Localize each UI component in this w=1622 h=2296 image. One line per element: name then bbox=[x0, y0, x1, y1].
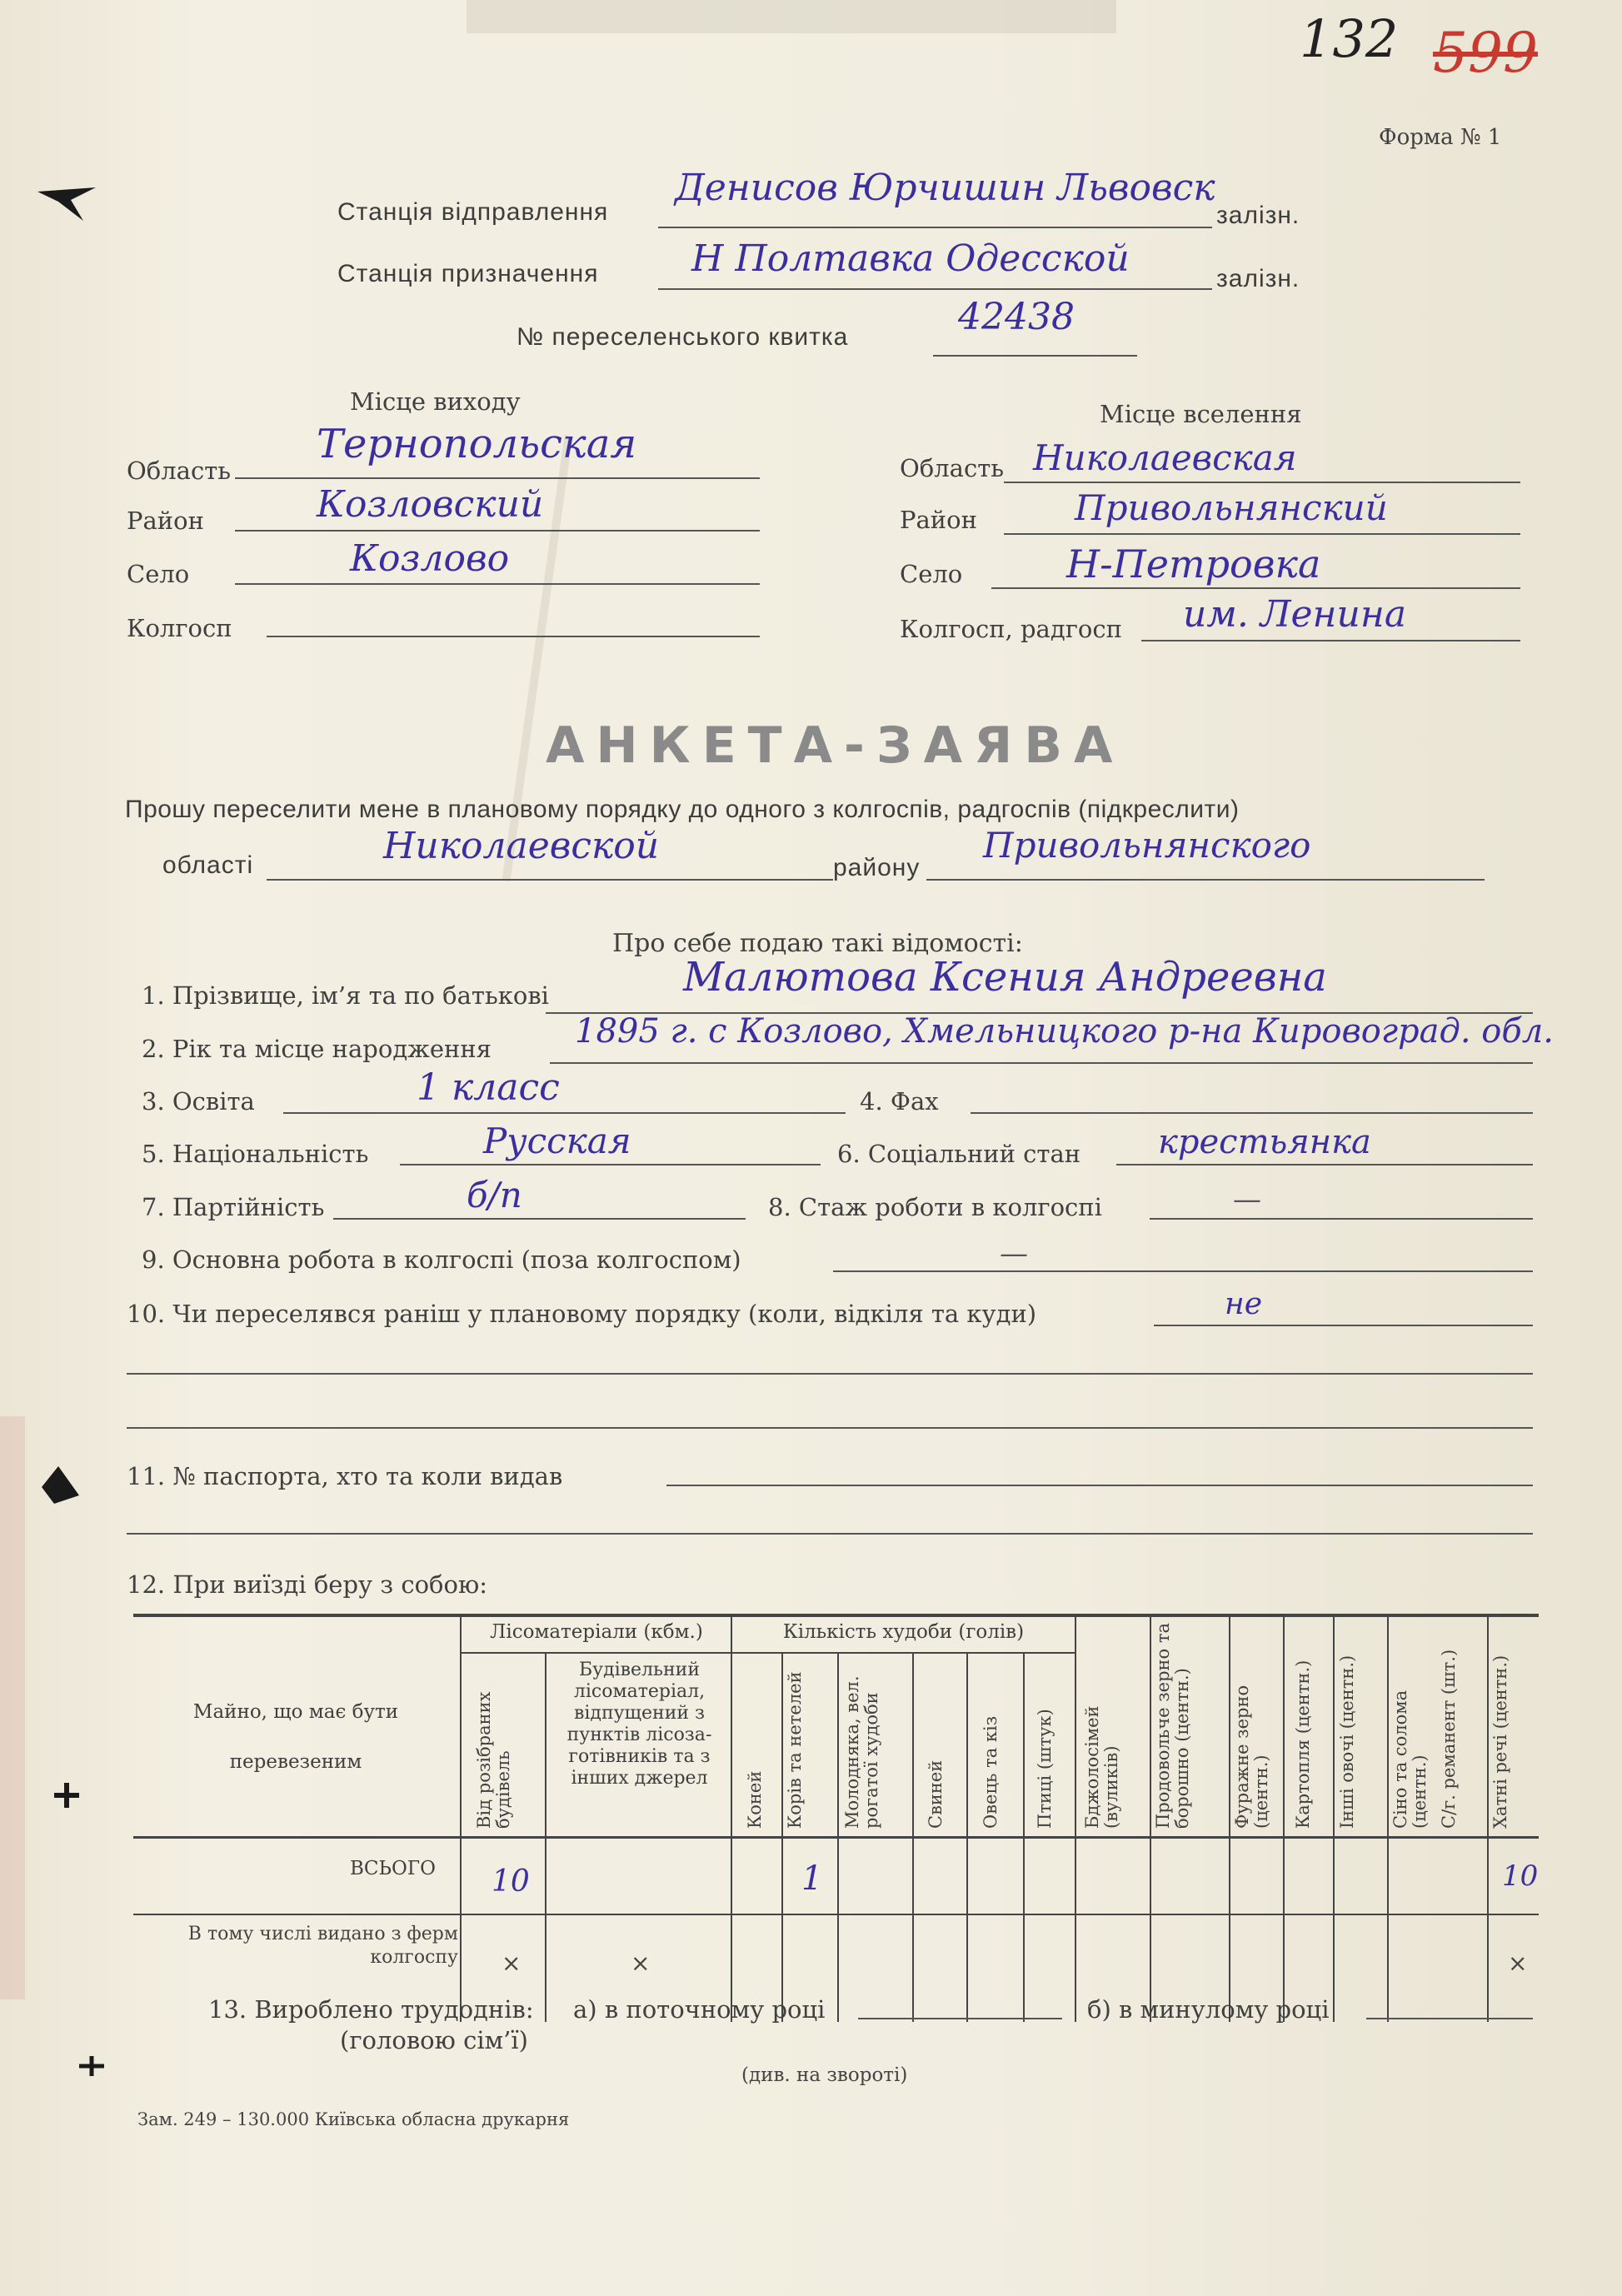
row-farm-label: В тому числі видано з ферм колгоспу bbox=[187, 1924, 458, 1968]
request-oblast-label: області bbox=[162, 851, 254, 879]
field-8-value: — bbox=[1233, 1183, 1261, 1216]
punch-hole-mark bbox=[50, 1779, 83, 1812]
origin-kolgosp-line bbox=[267, 636, 760, 637]
field-7-line bbox=[333, 1218, 746, 1220]
request-raion-line bbox=[926, 879, 1485, 881]
field-9-value: — bbox=[1000, 1237, 1028, 1270]
workdays-a-label: а) в поточному році bbox=[573, 1995, 826, 2024]
field-11-line bbox=[666, 1485, 1533, 1486]
field-6-line bbox=[1116, 1164, 1533, 1165]
farm-mark-dismantled: × bbox=[502, 1949, 522, 1977]
th-hay: Сіно та солома (центн.) bbox=[1390, 1690, 1430, 1829]
dest-selo-value: Н-Петровка bbox=[1066, 542, 1321, 586]
total-cows: 1 bbox=[801, 1859, 823, 1898]
total-dismantled: 10 bbox=[492, 1864, 530, 1899]
workdays-label: 13. Вироблено трудоднів: bbox=[208, 1995, 534, 2024]
origin-heading: Місце виходу bbox=[350, 387, 521, 416]
field-10-line-3 bbox=[127, 1427, 1533, 1429]
field-3-value: 1 класс bbox=[417, 1066, 560, 1109]
field-7-value: б/п bbox=[467, 1175, 522, 1215]
request-oblast-value: Николаевской bbox=[383, 825, 660, 867]
origin-selo-label: Село bbox=[127, 560, 190, 588]
destination-station-label: Станція призначення bbox=[337, 260, 599, 287]
origin-oblast-label: Область bbox=[127, 457, 232, 485]
field-10-line-2 bbox=[127, 1373, 1533, 1375]
th-things: Хатні речі (центн.) bbox=[1490, 1655, 1510, 1829]
th-young: Молодняка, вел. рогатої худоби bbox=[842, 1675, 881, 1829]
punch-hole-mark bbox=[33, 1462, 83, 1512]
ticket-line bbox=[933, 355, 1137, 357]
field-7-label: 7. Партійність bbox=[142, 1193, 325, 1221]
field-2-line bbox=[550, 1062, 1533, 1064]
th-pigs: Свиней bbox=[926, 1759, 946, 1829]
field-6-value: крестьянка bbox=[1158, 1123, 1371, 1161]
th-dismantled: Від розібраних будівель bbox=[474, 1691, 513, 1829]
old-archive-number: 599 bbox=[1433, 21, 1538, 85]
field-1-label: 1. Прізвище, ім’я та по батькові bbox=[142, 981, 549, 1010]
departure-line bbox=[658, 227, 1212, 228]
total-things: 10 bbox=[1502, 1859, 1539, 1893]
field-10-value: не bbox=[1225, 1287, 1263, 1321]
th-birds: Птиці (штук) bbox=[1035, 1709, 1055, 1829]
field-1-value: Малютова Ксения Андреевна bbox=[683, 954, 1327, 1001]
th-veg: Інші овочі (центн.) bbox=[1337, 1655, 1357, 1829]
field-2-label: 2. Рік та місце народження bbox=[142, 1035, 492, 1063]
field-3-line bbox=[283, 1112, 846, 1114]
dest-kolgosp-line bbox=[1141, 640, 1520, 641]
row-total-label: ВСЬОГО bbox=[350, 1858, 436, 1879]
th-potato: Картопля (центн.) bbox=[1293, 1660, 1313, 1829]
field-8-label: 8. Стаж роботи в колгоспі bbox=[768, 1193, 1102, 1221]
origin-raion-label: Район bbox=[127, 507, 204, 535]
punch-hole-mark bbox=[75, 2049, 108, 2083]
th-group-timber: Лісоматеріали (кбм.) bbox=[490, 1621, 703, 1643]
see-back-note: (див. на звороті) bbox=[741, 2064, 908, 2086]
th-fodder: Фуражне зерно (центн.) bbox=[1232, 1685, 1271, 1829]
field-6-label: 6. Соціальний стан bbox=[837, 1140, 1081, 1168]
field-12-label: 12. При виїзді беру з собою: bbox=[127, 1570, 487, 1599]
archive-number: 132 bbox=[1300, 8, 1399, 69]
field-5-label: 5. Національність bbox=[142, 1140, 369, 1168]
th-group-livestock: Кількість худоби (голів) bbox=[782, 1621, 1025, 1643]
field-3-label: 3. Освіта bbox=[142, 1087, 255, 1116]
dest-oblast-label: Область bbox=[900, 454, 1005, 482]
origin-oblast-line bbox=[235, 477, 760, 479]
dest-selo-line bbox=[991, 587, 1520, 589]
ticket-label: № переселенського квитка bbox=[517, 323, 849, 351]
fold-crease bbox=[467, 0, 1116, 33]
field-11-line-2 bbox=[127, 1533, 1533, 1535]
dest-oblast-line bbox=[1004, 482, 1520, 483]
request-raion-value: Привольнянского bbox=[983, 825, 1311, 866]
request-oblast-line bbox=[267, 879, 833, 881]
workdays-b-label: б) в минулому році bbox=[1087, 1995, 1330, 2024]
th-sheep: Овець та кіз bbox=[981, 1715, 1001, 1829]
farm-mark-things: × bbox=[1508, 1949, 1528, 1977]
field-8-line bbox=[1150, 1218, 1533, 1220]
field-10-line bbox=[1154, 1325, 1533, 1326]
field-5-line bbox=[400, 1164, 821, 1165]
field-9-line bbox=[833, 1270, 1533, 1272]
dest-raion-value: Привольнянский bbox=[1075, 487, 1388, 528]
printer-note: Зам. 249 – 130.000 Київська обласна друкарня bbox=[137, 2109, 570, 2129]
destination-line bbox=[658, 288, 1212, 290]
origin-oblast-value: Тернопольская bbox=[317, 421, 637, 467]
dest-kolgosp-label: Колгосп, радгосп bbox=[900, 615, 1122, 643]
destination-station-value: Н Полтавка Одесской bbox=[691, 237, 1130, 280]
dest-kolgosp-value: им. Ленина bbox=[1183, 593, 1407, 636]
dest-oblast-value: Николаевская bbox=[1033, 437, 1297, 478]
request-text: Прошу переселити мене в плановому порядку до одного з колгоспів, радгоспів (підкреслити) bbox=[125, 796, 1240, 823]
departure-station-value: Денисов Юрчишин Львовск bbox=[675, 167, 1215, 209]
th-grain: Продовольче зерно та борошно (центн.) bbox=[1153, 1623, 1192, 1829]
th-building: Будівельний лісоматеріал, відпущений з пунктів лісозаготівників та з інших джерел bbox=[566, 1660, 712, 1789]
field-9-label: 9. Основна робота в колгоспі (поза колгоспом) bbox=[142, 1245, 741, 1274]
dest-selo-label: Село bbox=[900, 560, 963, 588]
origin-raion-value: Козловский bbox=[317, 483, 544, 526]
origin-selo-value: Козлово bbox=[350, 537, 510, 580]
field-4-label: 4. Фах bbox=[860, 1087, 939, 1116]
form-title: АНКЕТА-ЗАЯВА bbox=[546, 716, 1125, 775]
th-bees: Бджолосімей (вуликів) bbox=[1082, 1705, 1121, 1829]
th-tools: С/г. реманент (шт.) bbox=[1439, 1649, 1459, 1829]
workdays-sub: (головою сім’ї) bbox=[340, 2026, 528, 2054]
field-5-value: Русская bbox=[483, 1121, 631, 1161]
origin-raion-line bbox=[235, 530, 760, 532]
origin-selo-line bbox=[235, 583, 760, 585]
origin-kolgosp-label: Колгосп bbox=[127, 614, 232, 642]
th-cows: Корів та нетелей bbox=[785, 1671, 805, 1829]
dest-heading: Місце вселення bbox=[1100, 400, 1302, 428]
field-4-line bbox=[971, 1112, 1533, 1114]
th-horses: Коней bbox=[745, 1770, 765, 1829]
field-10-label: 10. Чи переселявся раніш у плановому порядку (коли, відкіля та куди) bbox=[127, 1300, 1037, 1328]
field-11-label: 11. № паспорта, хто та коли видав bbox=[127, 1462, 563, 1490]
field-2-value: 1895 г. с Козлово, Хмельницкого р-на Кировоград. обл. bbox=[575, 1012, 1554, 1051]
farm-mark-building: × bbox=[631, 1949, 651, 1977]
dest-raion-line bbox=[1004, 533, 1520, 535]
info-heading: Про себе подаю такі відомості: bbox=[612, 929, 1023, 958]
departure-station-label: Станція відправлення bbox=[337, 198, 609, 226]
form-number: Форма № 1 bbox=[1379, 125, 1502, 150]
request-raion-label: району bbox=[833, 854, 921, 881]
punch-hole-mark bbox=[33, 175, 100, 225]
railway-suffix: залізн. bbox=[1216, 265, 1300, 292]
dest-raion-label: Район bbox=[900, 506, 977, 534]
railway-suffix: залізн. bbox=[1216, 202, 1300, 229]
left-edge-stain bbox=[0, 1416, 25, 1999]
workdays-b-line bbox=[1366, 2018, 1533, 2019]
ticket-value: 42438 bbox=[958, 296, 1075, 338]
th-property: Майно, що має бути перевезеним bbox=[192, 1701, 399, 1773]
workdays-a-line bbox=[858, 2018, 1062, 2019]
